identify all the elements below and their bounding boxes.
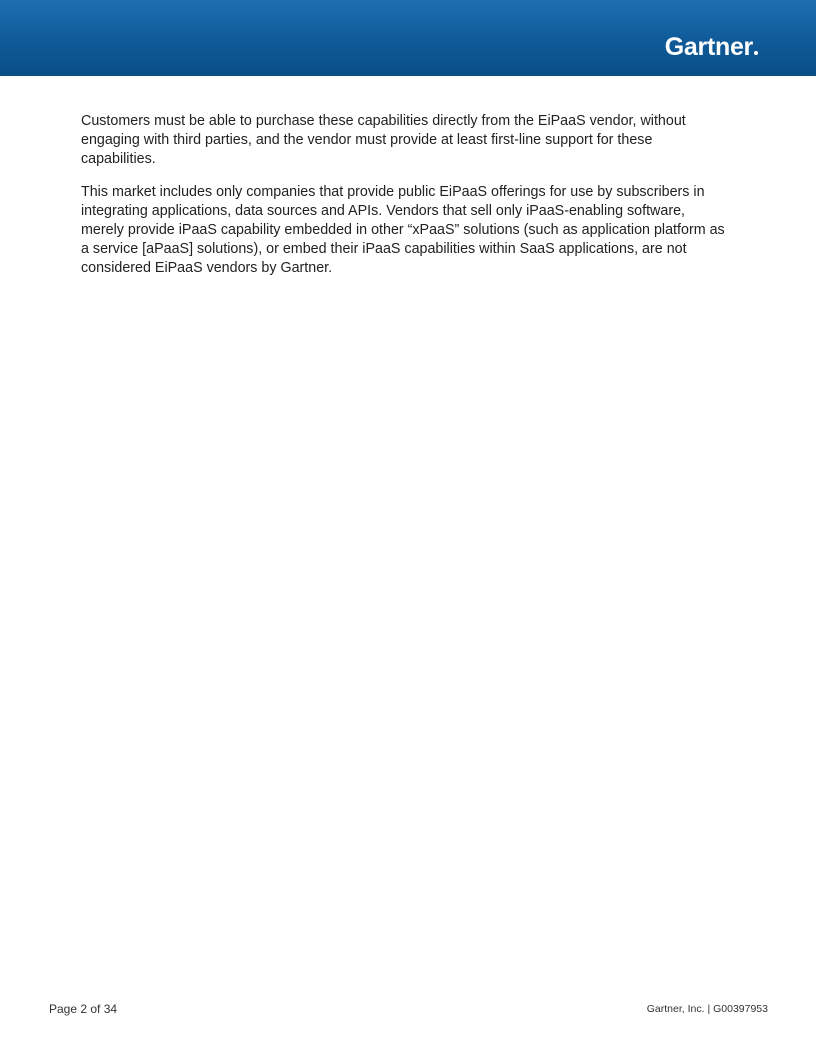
logo-dot bbox=[754, 51, 758, 55]
page-number: Page 2 of 34 bbox=[49, 1002, 118, 1016]
document-info: Gartner, Inc. | G00397953 bbox=[646, 1003, 768, 1015]
gartner-logo bbox=[665, 33, 758, 61]
paragraph-2: This market includes only companies that provide public EiPaaS offerings for use by subscribers in integrating applications, data sources and APIs. Vendors that sell only iPaaS-enabling software, merely provide iPaaS capability embedded in other “xPaaS” solutions (such as application platform as a service [aPaaS] solutions), or embed their iPaaS capabilities within SaaS applications, are not considered EiPaaS vendors by Gartner. bbox=[81, 184, 725, 276]
header-band bbox=[0, 0, 816, 76]
gartner-logo-text: Gartner bbox=[664, 33, 753, 61]
paragraph-1: Customers must be able to purchase these capabilities directly from the EiPaaS vendor, without engaging with third parties, and the vendor must provide at least first-line support for these capabilities. bbox=[81, 113, 686, 167]
page-body bbox=[81, 112, 731, 292]
